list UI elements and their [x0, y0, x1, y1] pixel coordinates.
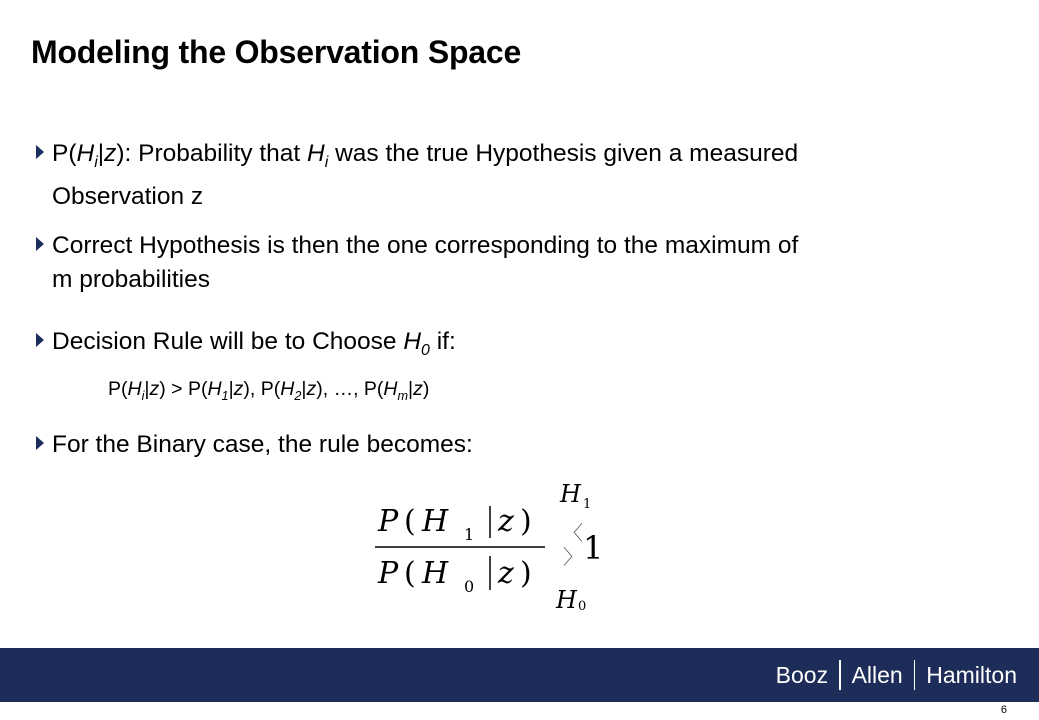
- svg-text:P: P: [378, 556, 399, 591]
- svg-text:H: H: [422, 504, 449, 539]
- svg-text:0: 0: [464, 577, 475, 596]
- bullet-3-text-b: if:: [436, 328, 456, 355]
- bullet-arrow-icon: [36, 333, 44, 347]
- slide-title: Modeling the Observation Space: [31, 34, 522, 70]
- bullet-4-text: For the Binary case, the rule becomes:: [52, 431, 473, 458]
- bullet-3-text-a: Decision Rule will be to Choose: [52, 328, 397, 355]
- svg-text:0: 0: [578, 599, 587, 614]
- svg-text:z: z: [498, 504, 514, 539]
- bullet-arrow-icon: [36, 145, 44, 159]
- bullet-2-continuation: m probabilities: [52, 266, 210, 293]
- bullet-4: [36, 428, 473, 462]
- logo-part-allen: Allen: [851, 661, 903, 688]
- logo-part-booz: Booz: [775, 661, 829, 688]
- decision-rule-expression: $P(H_i|z) > P(H_1|z)$, $P(H_2|z)$, …, $P(H_m|z)$: [108, 378, 430, 403]
- svg-text:): ): [520, 556, 532, 591]
- svg-text:1: 1: [583, 529, 604, 567]
- bullet-2: [36, 229, 798, 297]
- bullet-1: $P(H_i|z)$: Probability that $H_i$ was the true Hypothesis given a measured Observation z: [36, 137, 798, 214]
- company-logo: [776, 660, 1017, 690]
- svg-text:H: H: [422, 556, 449, 591]
- bullet-1-text-b: was the true Hypothesis given a measured: [335, 140, 799, 167]
- svg-text:〉: 〉: [563, 545, 583, 569]
- bullet-1-continuation: Observation z: [52, 182, 204, 210]
- svg-text:1: 1: [464, 525, 475, 544]
- logo-divider: [839, 660, 841, 690]
- bullet-3: Decision Rule will be to Choose $H_0$ if:: [36, 325, 456, 368]
- svg-text:H: H: [556, 586, 577, 614]
- svg-text:P: P: [378, 504, 399, 539]
- bullet-arrow-icon: [36, 237, 44, 251]
- svg-text:〈: 〈: [563, 521, 583, 545]
- logo-part-hamilton: Hamilton: [926, 661, 1017, 688]
- svg-text:H: H: [560, 480, 581, 508]
- svg-text:(: (: [404, 556, 416, 591]
- bullet-arrow-icon: [36, 436, 44, 450]
- footer-bar: [0, 648, 1039, 702]
- svg-text:1: 1: [583, 497, 592, 512]
- likelihood-ratio-formula: [370, 476, 610, 616]
- page-number: 6: [1000, 704, 1007, 716]
- logo-divider: [914, 660, 916, 690]
- svg-text:(: (: [404, 504, 416, 539]
- bullet-2-text: Correct Hypothesis is then the one corresponding to the maximum of: [52, 232, 799, 259]
- svg-text:): ): [520, 504, 532, 539]
- svg-text:z: z: [498, 556, 514, 591]
- bullet-1-text-a: Probability that: [138, 140, 301, 167]
